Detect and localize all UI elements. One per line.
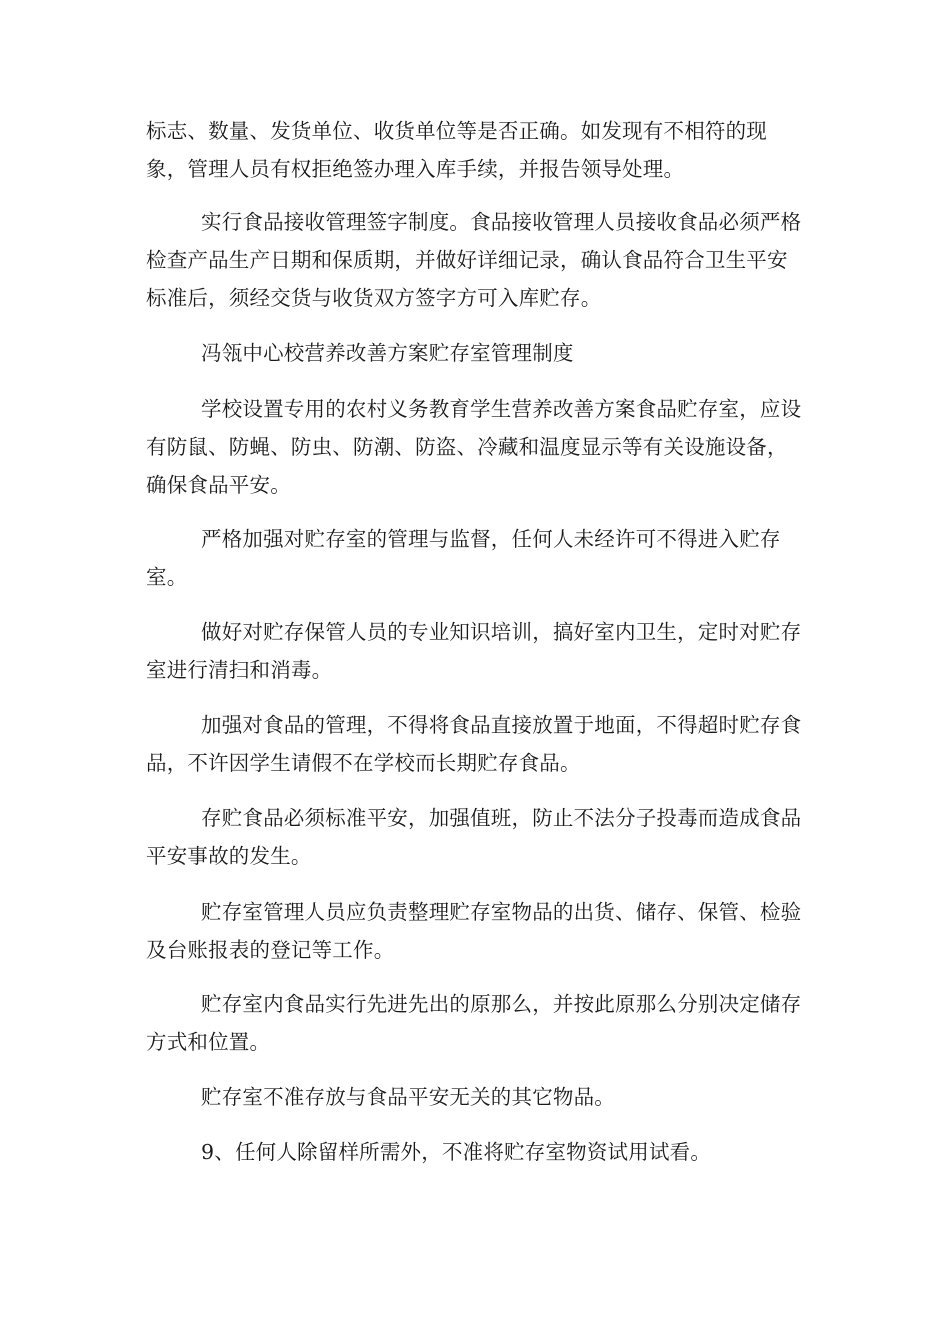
paragraph-8: 贮存室管理人员应负责整理贮存室物品的出货、储存、保管、检验及台账报表的登记等工作。 xyxy=(146,900,802,962)
paragraph-3: 学校设置专用的农村义务教育学生营养改善方案食品贮存室，应设有防鼠、防蝇、防虫、防潮、防盗、冷藏和温度显示等有关设施设备，确保食品平安。 xyxy=(146,397,802,497)
paragraph-1: 标志、数量、发货单位、收货单位等是否正确。如发现有不相符的现象，管理人员有权拒绝签办理入库手续，并报告领导处理。 xyxy=(146,119,767,181)
paragraph-2: 实行食品接收管理签字制度。食品接收管理人员接收食品必须严格检查产品生产日期和保质期，并做好详细记录，确认食品符合卫生平安标准后，须经交货与收货双方签字方可入库贮存。 xyxy=(146,210,802,310)
paragraph-11: 9、任何人除留样所需外，不准将贮存室物资试用试看。 xyxy=(201,1140,712,1164)
paragraph-9: 贮存室内食品实行先进先出的原那么，并按此原那么分别决定储存方式和位置。 xyxy=(146,992,802,1054)
paragraph-5: 做好对贮存保管人员的专业知识培训，搞好室内卫生，定时对贮存室进行清扫和消毒。 xyxy=(146,620,802,682)
paragraph-10: 贮存室不准存放与食品平安无关的其它物品。 xyxy=(201,1085,615,1109)
section-title: 冯瓴中心校营养改善方案贮存室管理制度 xyxy=(201,341,574,365)
paragraph-7: 存贮食品必须标准平安，加强值班，防止不法分子投毒而造成食品平安事故的发生。 xyxy=(146,806,802,868)
paragraph-4: 严格加强对贮存室的管理与监督，任何人未经许可不得进入贮存室。 xyxy=(146,527,781,589)
paragraph-6: 加强对食品的管理，不得将食品直接放置于地面，不得超时贮存食品，不许因学生请假不在学校而长期贮存食品。 xyxy=(146,713,802,775)
